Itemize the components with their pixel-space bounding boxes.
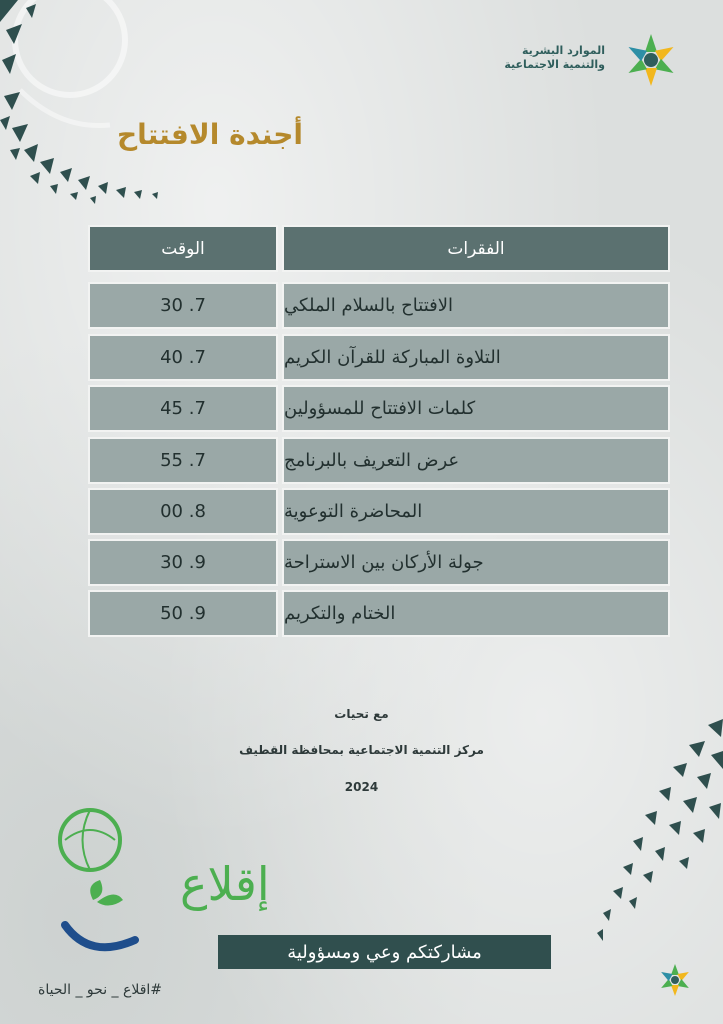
greeting-text: مع تحيات — [334, 707, 389, 721]
triangle-pattern-decoration — [0, 0, 200, 215]
agenda-row-time: 7. 45 — [88, 385, 278, 432]
agenda-row-time: 7. 30 — [88, 282, 278, 329]
agenda-row-item: كلمات الافتتاح للمسؤولين — [282, 385, 670, 432]
agenda-row-time: 9. 50 — [88, 590, 278, 637]
ministry-name-line2: والتنمية الاجتماعية — [504, 58, 605, 71]
program-logo — [45, 800, 270, 970]
agenda-row-time: 7. 40 — [88, 334, 278, 381]
column-header-items: الفقرات — [282, 225, 670, 272]
agenda-row-item: عرض التعريف بالبرنامج — [282, 437, 670, 484]
agenda-row-time: 7. 55 — [88, 437, 278, 484]
ministry-star-icon-small — [655, 962, 695, 998]
ministry-logo — [473, 30, 683, 90]
organization-name: مركز التنمية الاجتماعية بمحافظة القطيف — [239, 743, 484, 757]
agenda-row-time: 9. 30 — [88, 539, 278, 586]
ministry-name-line1: الموارد البشرية — [522, 44, 605, 57]
agenda-row-item: جولة الأركان بين الاستراحة — [282, 539, 670, 586]
agenda-row-item: المحاضرة التوعوية — [282, 488, 670, 535]
page-title: أجندة الافتتاح — [117, 118, 303, 151]
agenda-row-item: الافتتاح بالسلام الملكي — [282, 282, 670, 329]
program-logo-text: إقلاع — [180, 857, 270, 911]
column-header-time: الوقت — [88, 225, 278, 272]
slogan-banner: مشاركتكم وعي ومسؤولية — [218, 935, 551, 969]
hashtag-text: #اقلاع _ نحو _ الحياة — [38, 982, 163, 998]
ministry-name — [475, 44, 605, 72]
ministry-star-icon — [619, 30, 683, 90]
agenda-row-item: الختام والتكريم — [282, 590, 670, 637]
agenda-row-item: التلاوة المباركة للقرآن الكريم — [282, 334, 670, 381]
year-text: 2024 — [344, 780, 379, 794]
agenda-row-time: 8. 00 — [88, 488, 278, 535]
